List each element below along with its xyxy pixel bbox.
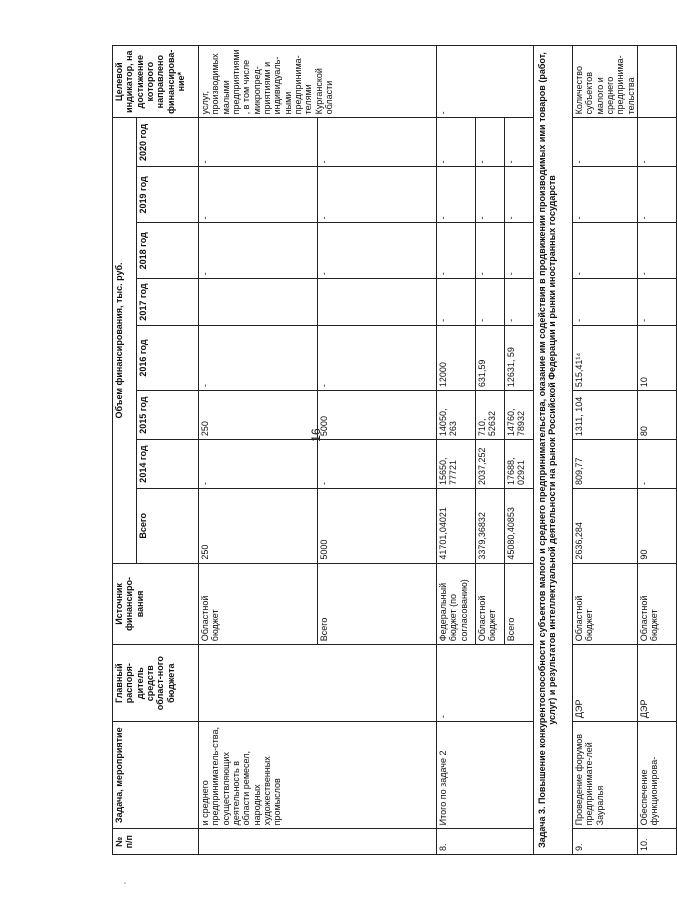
cell-task: и среднего предприниматель-ства, осуществляющих деятельность в области ремесел, народных художественных промыслов xyxy=(199,722,437,829)
header-2018: 2018 год xyxy=(137,223,199,279)
cell-task: Обеспечение функционирова- xyxy=(638,722,677,829)
cell-2018: - xyxy=(318,223,437,279)
cell-2020: - xyxy=(638,118,677,167)
cell-2017 xyxy=(199,279,318,326)
cell-target: услуг, производимых малыми предприятиями, в том числе микропред-приятиями и индивидуаль-ными предпринима-телями Курганской области xyxy=(199,46,437,118)
cell-2018: - xyxy=(638,223,677,279)
rotated-page-content xyxy=(112,45,660,855)
cell-2018: - xyxy=(573,223,638,279)
cell-2019: - xyxy=(199,167,318,223)
cell-2020: - xyxy=(573,118,638,167)
header-task: Задача, мероприятие xyxy=(113,722,199,829)
table-row xyxy=(437,46,476,855)
cell-2020: - xyxy=(318,118,437,167)
cell-num: 8. xyxy=(437,829,534,855)
cell-2020: - xyxy=(476,118,505,167)
cell-2018: - xyxy=(199,223,318,279)
funding-table xyxy=(112,45,677,855)
cell-source: Областной бюджет xyxy=(199,563,318,645)
cell-2019: - xyxy=(437,167,476,223)
table-header xyxy=(113,46,199,855)
header-2015: 2015 год xyxy=(137,391,199,440)
cell-total: 3379,36832 xyxy=(476,489,505,564)
header-source: Источник финансиро-вания xyxy=(113,563,199,645)
cell-total: 250 xyxy=(199,489,318,564)
cell-2015: 14050, 263 xyxy=(437,391,476,440)
cell-2015: 5000 xyxy=(318,391,437,440)
cell-source: Федеральный бюджет (по согласованию) xyxy=(437,563,476,645)
cell-2017: - xyxy=(476,279,505,326)
header-2016: 2016 год xyxy=(137,325,199,390)
cell-total: 5000 xyxy=(318,489,437,564)
cell-num: 9. xyxy=(573,829,638,855)
cell-admin: ДЭР xyxy=(638,645,677,722)
cell-source: Всего xyxy=(505,563,534,645)
cell-2014: 2037,252 xyxy=(476,440,505,489)
header-funding-group: Объем финансирования, тыс. руб. xyxy=(113,118,137,563)
cell-source: Областной бюджет xyxy=(638,563,677,645)
task-heading-row xyxy=(534,46,573,855)
cell-target: - xyxy=(437,46,534,118)
cell-admin xyxy=(199,645,437,722)
page-number: 16 xyxy=(309,428,323,442)
cell-2016: 10 xyxy=(638,325,677,390)
cell-source: Всего xyxy=(318,563,437,645)
cell-2019: - xyxy=(476,167,505,223)
header-num: № п/п xyxy=(113,829,199,855)
cell-2018: - xyxy=(476,223,505,279)
cell-2015: 14760, 78932 xyxy=(505,391,534,440)
cell-2015: 710, 52632 xyxy=(476,391,505,440)
table-row xyxy=(573,46,638,855)
cell-target xyxy=(638,46,677,118)
header-2019: 2019 год xyxy=(137,167,199,223)
cell-2016: 12000 xyxy=(437,325,476,390)
cell-2015: 1311, 104 xyxy=(573,391,638,440)
cell-task: Итого по задаче 2 xyxy=(437,722,534,829)
cell-2020: - xyxy=(505,118,534,167)
cell-2018: - xyxy=(505,223,534,279)
cell-2019: - xyxy=(318,167,437,223)
header-2020: 2020 год xyxy=(137,118,199,167)
cell-2020: - xyxy=(199,118,318,167)
cell-2017 xyxy=(318,279,437,326)
cell-2014: - xyxy=(199,440,318,489)
header-target: Целевой индикатор, на достижение которого направлено финансирова-ние* xyxy=(113,46,199,118)
header-admin: Главный распоря-дитель средств област-ного бюджета xyxy=(113,645,199,722)
cell-total: 41701,04021 xyxy=(437,489,476,564)
cell-2014: 809,77 xyxy=(573,440,638,489)
cell-2015: 80 xyxy=(638,391,677,440)
cell-2014: 17688, 02921 xyxy=(505,440,534,489)
cell-2014: - xyxy=(638,440,677,489)
cell-num: 10. xyxy=(638,829,677,855)
cell-2016: 12631, 59 xyxy=(505,325,534,390)
table-row xyxy=(638,46,677,855)
cell-total: 90 xyxy=(638,489,677,564)
cell-admin: - xyxy=(437,645,534,722)
scan-speck xyxy=(124,882,126,884)
header-total: Всего xyxy=(137,489,199,564)
cell-2015: 250 xyxy=(199,391,318,440)
cell-2016: 515,41¹⁴ xyxy=(573,325,638,390)
cell-2018: - xyxy=(437,223,476,279)
cell-2016: - xyxy=(199,325,318,390)
cell-2017: - xyxy=(437,279,476,326)
header-2017: 2017 год xyxy=(137,279,199,326)
cell-total: 45080,40853 xyxy=(505,489,534,564)
cell-task: Проведение форумов предпринимате-лей Зауралья xyxy=(573,722,638,829)
cell-2016: - xyxy=(318,325,437,390)
cell-2014: - xyxy=(318,440,437,489)
cell-2014: 15650, 77721 xyxy=(437,440,476,489)
cell-2017: - xyxy=(505,279,534,326)
cell-source: Областной бюджет xyxy=(476,563,505,645)
header-2014: 2014 год xyxy=(137,440,199,489)
cell-total: 2636,284 xyxy=(573,489,638,564)
cell-2017: - xyxy=(573,279,638,326)
cell-target: Количество субъектов малого и среднего предпринима-тельства xyxy=(573,46,638,118)
cell-2017: - xyxy=(638,279,677,326)
cell-2016: 631,59 xyxy=(476,325,505,390)
cell-2020: - xyxy=(437,118,476,167)
cell-2019: - xyxy=(638,167,677,223)
cell-2019: - xyxy=(505,167,534,223)
cell-source: Областной бюджет xyxy=(573,563,638,645)
cell-2019: - xyxy=(573,167,638,223)
task3-heading: Задача 3. Повышение конкурентоспособности субъектов малого и среднего предпринимательства, оказание им содействия в продвижении производимых ими товаров (работ, услуг) и результатов интеллектуальной деятельности на рынок Российской Федерации и рынки иностранных государств xyxy=(534,46,573,855)
cell-admin: ДЭР xyxy=(573,645,638,722)
table-row xyxy=(199,46,318,855)
cell-num xyxy=(199,829,437,855)
